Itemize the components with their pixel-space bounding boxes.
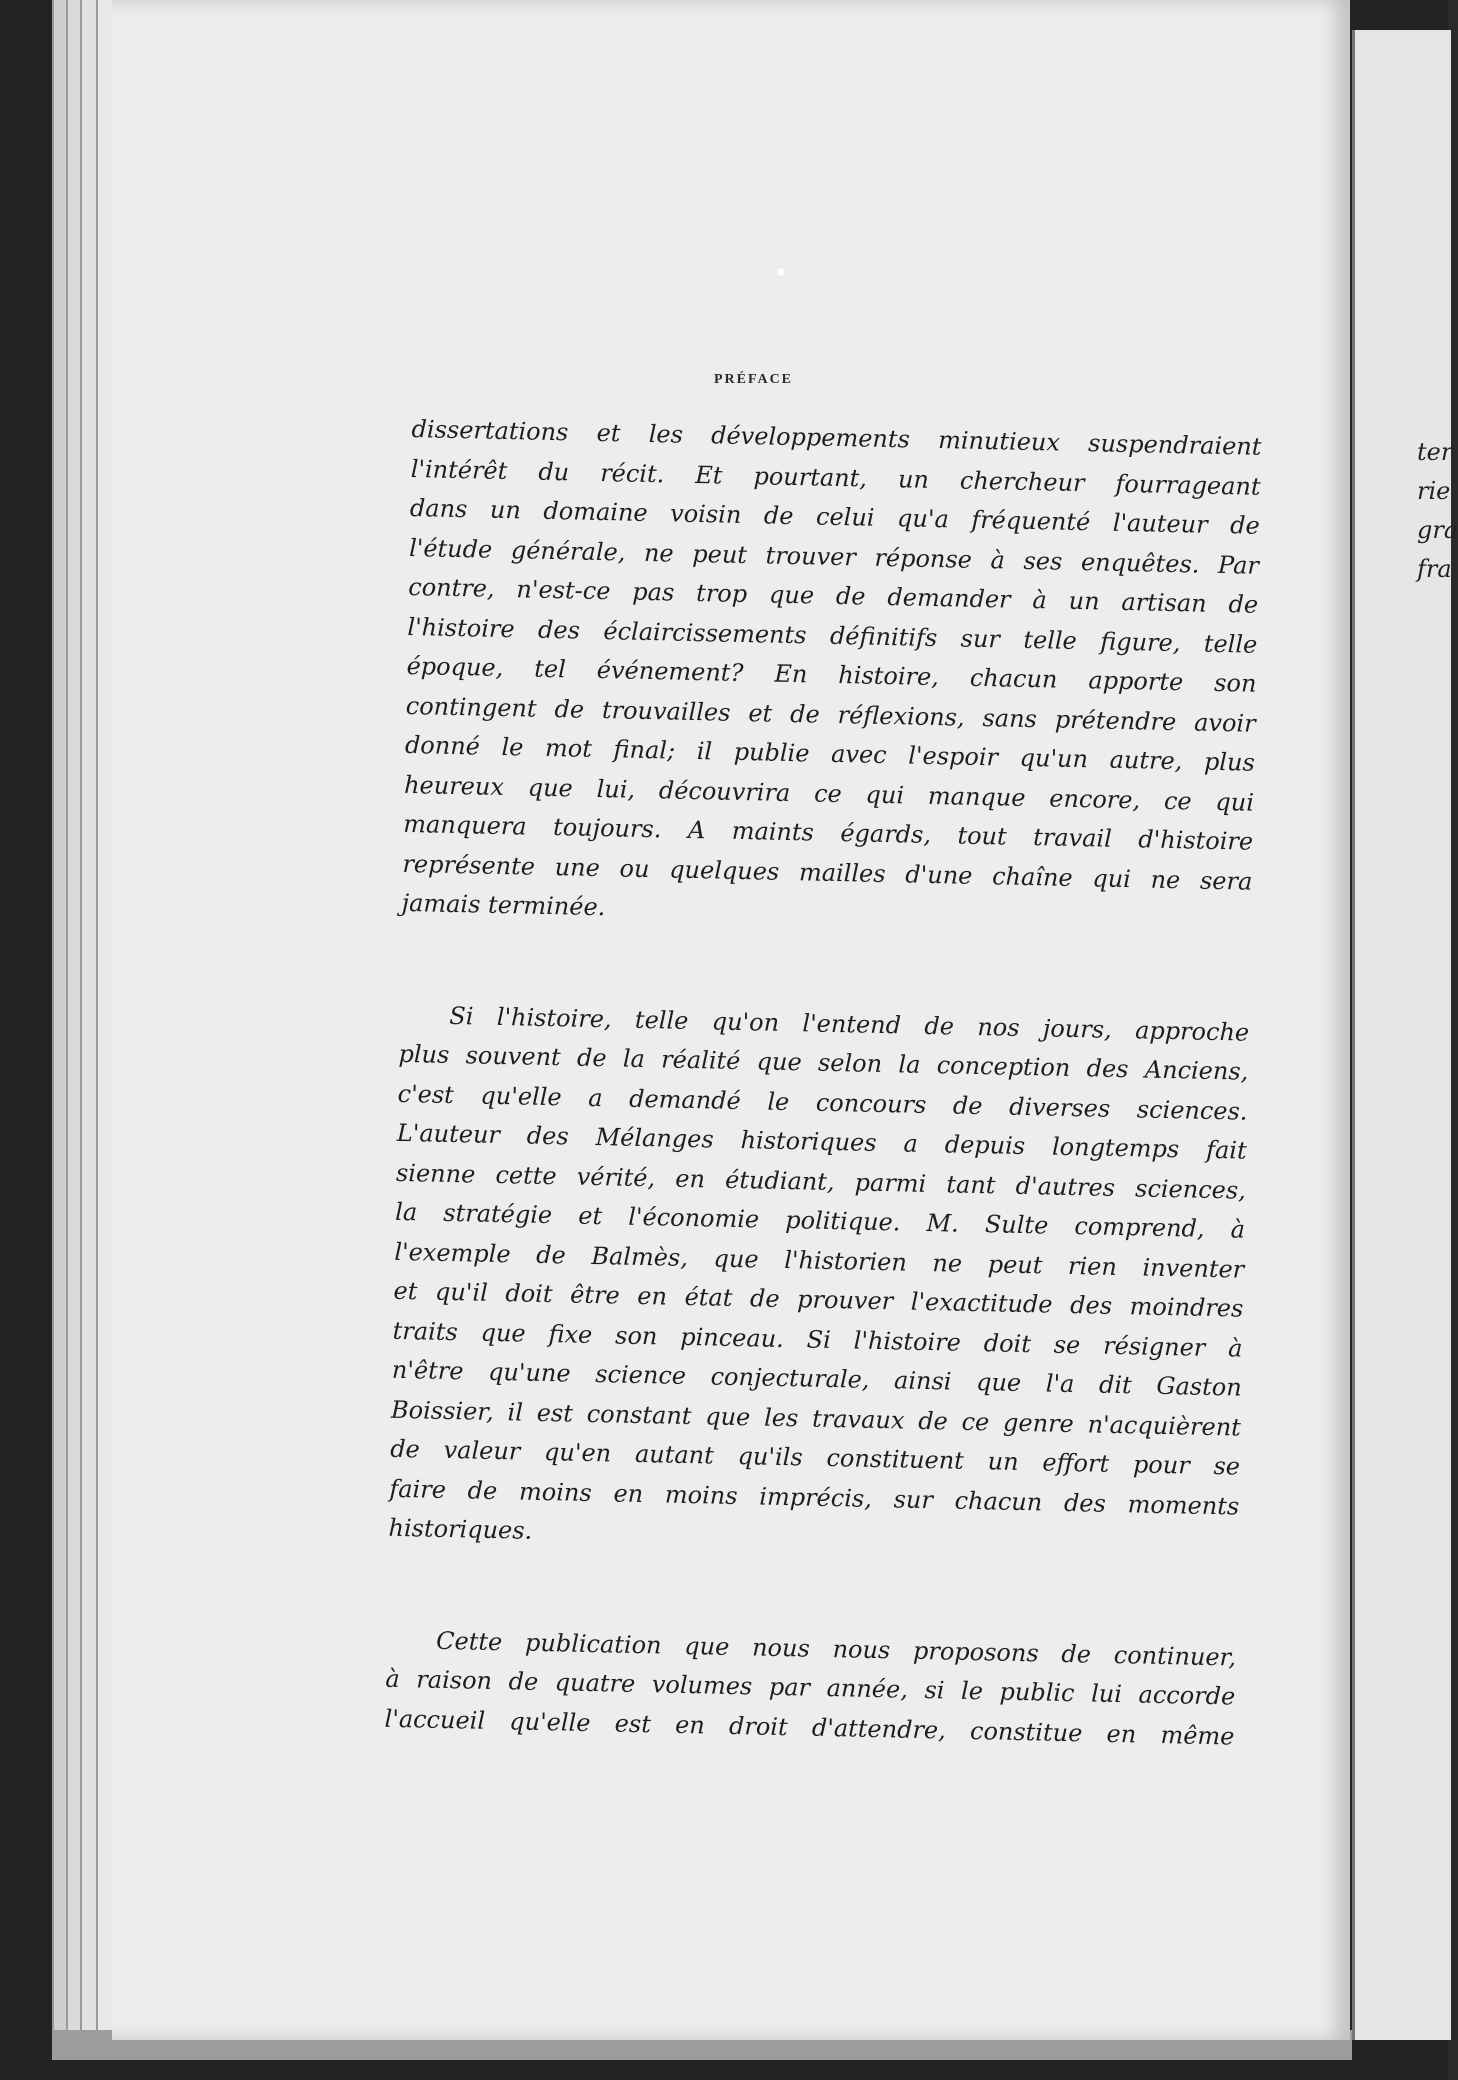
- text-line: dans un domaine voisin de celui qu'a fréquenté l'auteur de: [409, 493, 1261, 540]
- text-line: et qu'il doit être en état de prouver l'exactitude des moindres: [393, 1276, 1244, 1323]
- text-line: sienne cette vérité, en étudiant, parmi tant d'autres sciences,: [395, 1158, 1247, 1205]
- text-line: représente une ou quelques mailles d'une chaîne qui ne sera: [402, 849, 1253, 896]
- text-line: la stratégie et l'économie politique. M. Sulte comprend, à: [394, 1197, 1246, 1244]
- running-head: PRÉFACE: [713, 372, 794, 387]
- text-line: plus souvent de la réalité que selon la conception des Anciens,: [398, 1039, 1249, 1086]
- text-line: faire de moins en moins imprécis, sur chacun des moments: [389, 1474, 1240, 1521]
- text-line: manquera toujours. A maints égards, tout travail d'histoire: [403, 809, 1254, 856]
- next-page-fragment: rie: [1417, 477, 1451, 505]
- text-line: Cette publication que nous nous proposons de continuer,: [435, 1626, 1237, 1672]
- text-line: L'auteur des Mélanges historiques a depuis longtemps fait: [396, 1118, 1247, 1165]
- next-page-fragment: gra: [1417, 516, 1458, 544]
- text-line: l'exemple de Balmès, que l'historien ne peut rien inventer: [394, 1237, 1245, 1284]
- text-line: traits que fixe son pinceau. Si l'histoire doit se résigner à: [392, 1316, 1243, 1363]
- text-line: à raison de quatre volumes par année, si le public lui accorde: [385, 1664, 1236, 1711]
- text-line: époque, tel événement? En histoire, chacun apporte son: [406, 651, 1257, 698]
- text-line: dissertations et les développements minutieux suspendraient: [411, 414, 1262, 461]
- text-line: contingent de trouvailles et de réflexions, sans prétendre avoir: [405, 691, 1256, 738]
- body-text: [384, 410, 1262, 1757]
- text-line: heureux que lui, découvrira ce qui manque encore, ce qui: [403, 770, 1255, 817]
- text-line: jamais terminée.: [401, 888, 606, 922]
- text-line: contre, n'est-ce pas trop que de demander à un artisan de: [408, 572, 1259, 619]
- text-line: donné le mot final; il publie avec l'espoir qu'un autre, plus: [404, 730, 1256, 777]
- text-line: l'étude générale, ne peut trouver réponse à ses enquêtes. Par: [408, 533, 1260, 580]
- paper-speck: [777, 268, 785, 276]
- text-line: de valeur qu'en autant qu'ils constituent un effort pour se: [389, 1434, 1241, 1481]
- text-line: l'histoire des éclaircissements définitifs sur telle figure, telle: [407, 612, 1258, 659]
- book-page: [112, 0, 1350, 2040]
- text-line: l'intérêt du récit. Et pourtant, un chercheur fourrageant: [410, 454, 1261, 501]
- next-page-fragment: ter: [1417, 438, 1453, 466]
- text-line: n'être qu'une science conjecturale, ainsi que l'a dit Gaston: [391, 1355, 1243, 1402]
- text-line: l'accueil qu'elle est en droit d'attendre, constitue en même: [384, 1704, 1235, 1751]
- next-page-fragment: fra: [1417, 555, 1452, 583]
- text-line: historiques.: [388, 1513, 533, 1545]
- text-line: Si l'histoire, telle qu'on l'entend de nos jours, approche: [449, 1001, 1250, 1047]
- next-page-edge: [1352, 30, 1458, 2040]
- text-line: c'est qu'elle a demandé le concours de diverses sciences.: [397, 1079, 1248, 1126]
- text-line: Boissier, il est constant que les travaux de ce genre n'acquièrent: [390, 1395, 1242, 1442]
